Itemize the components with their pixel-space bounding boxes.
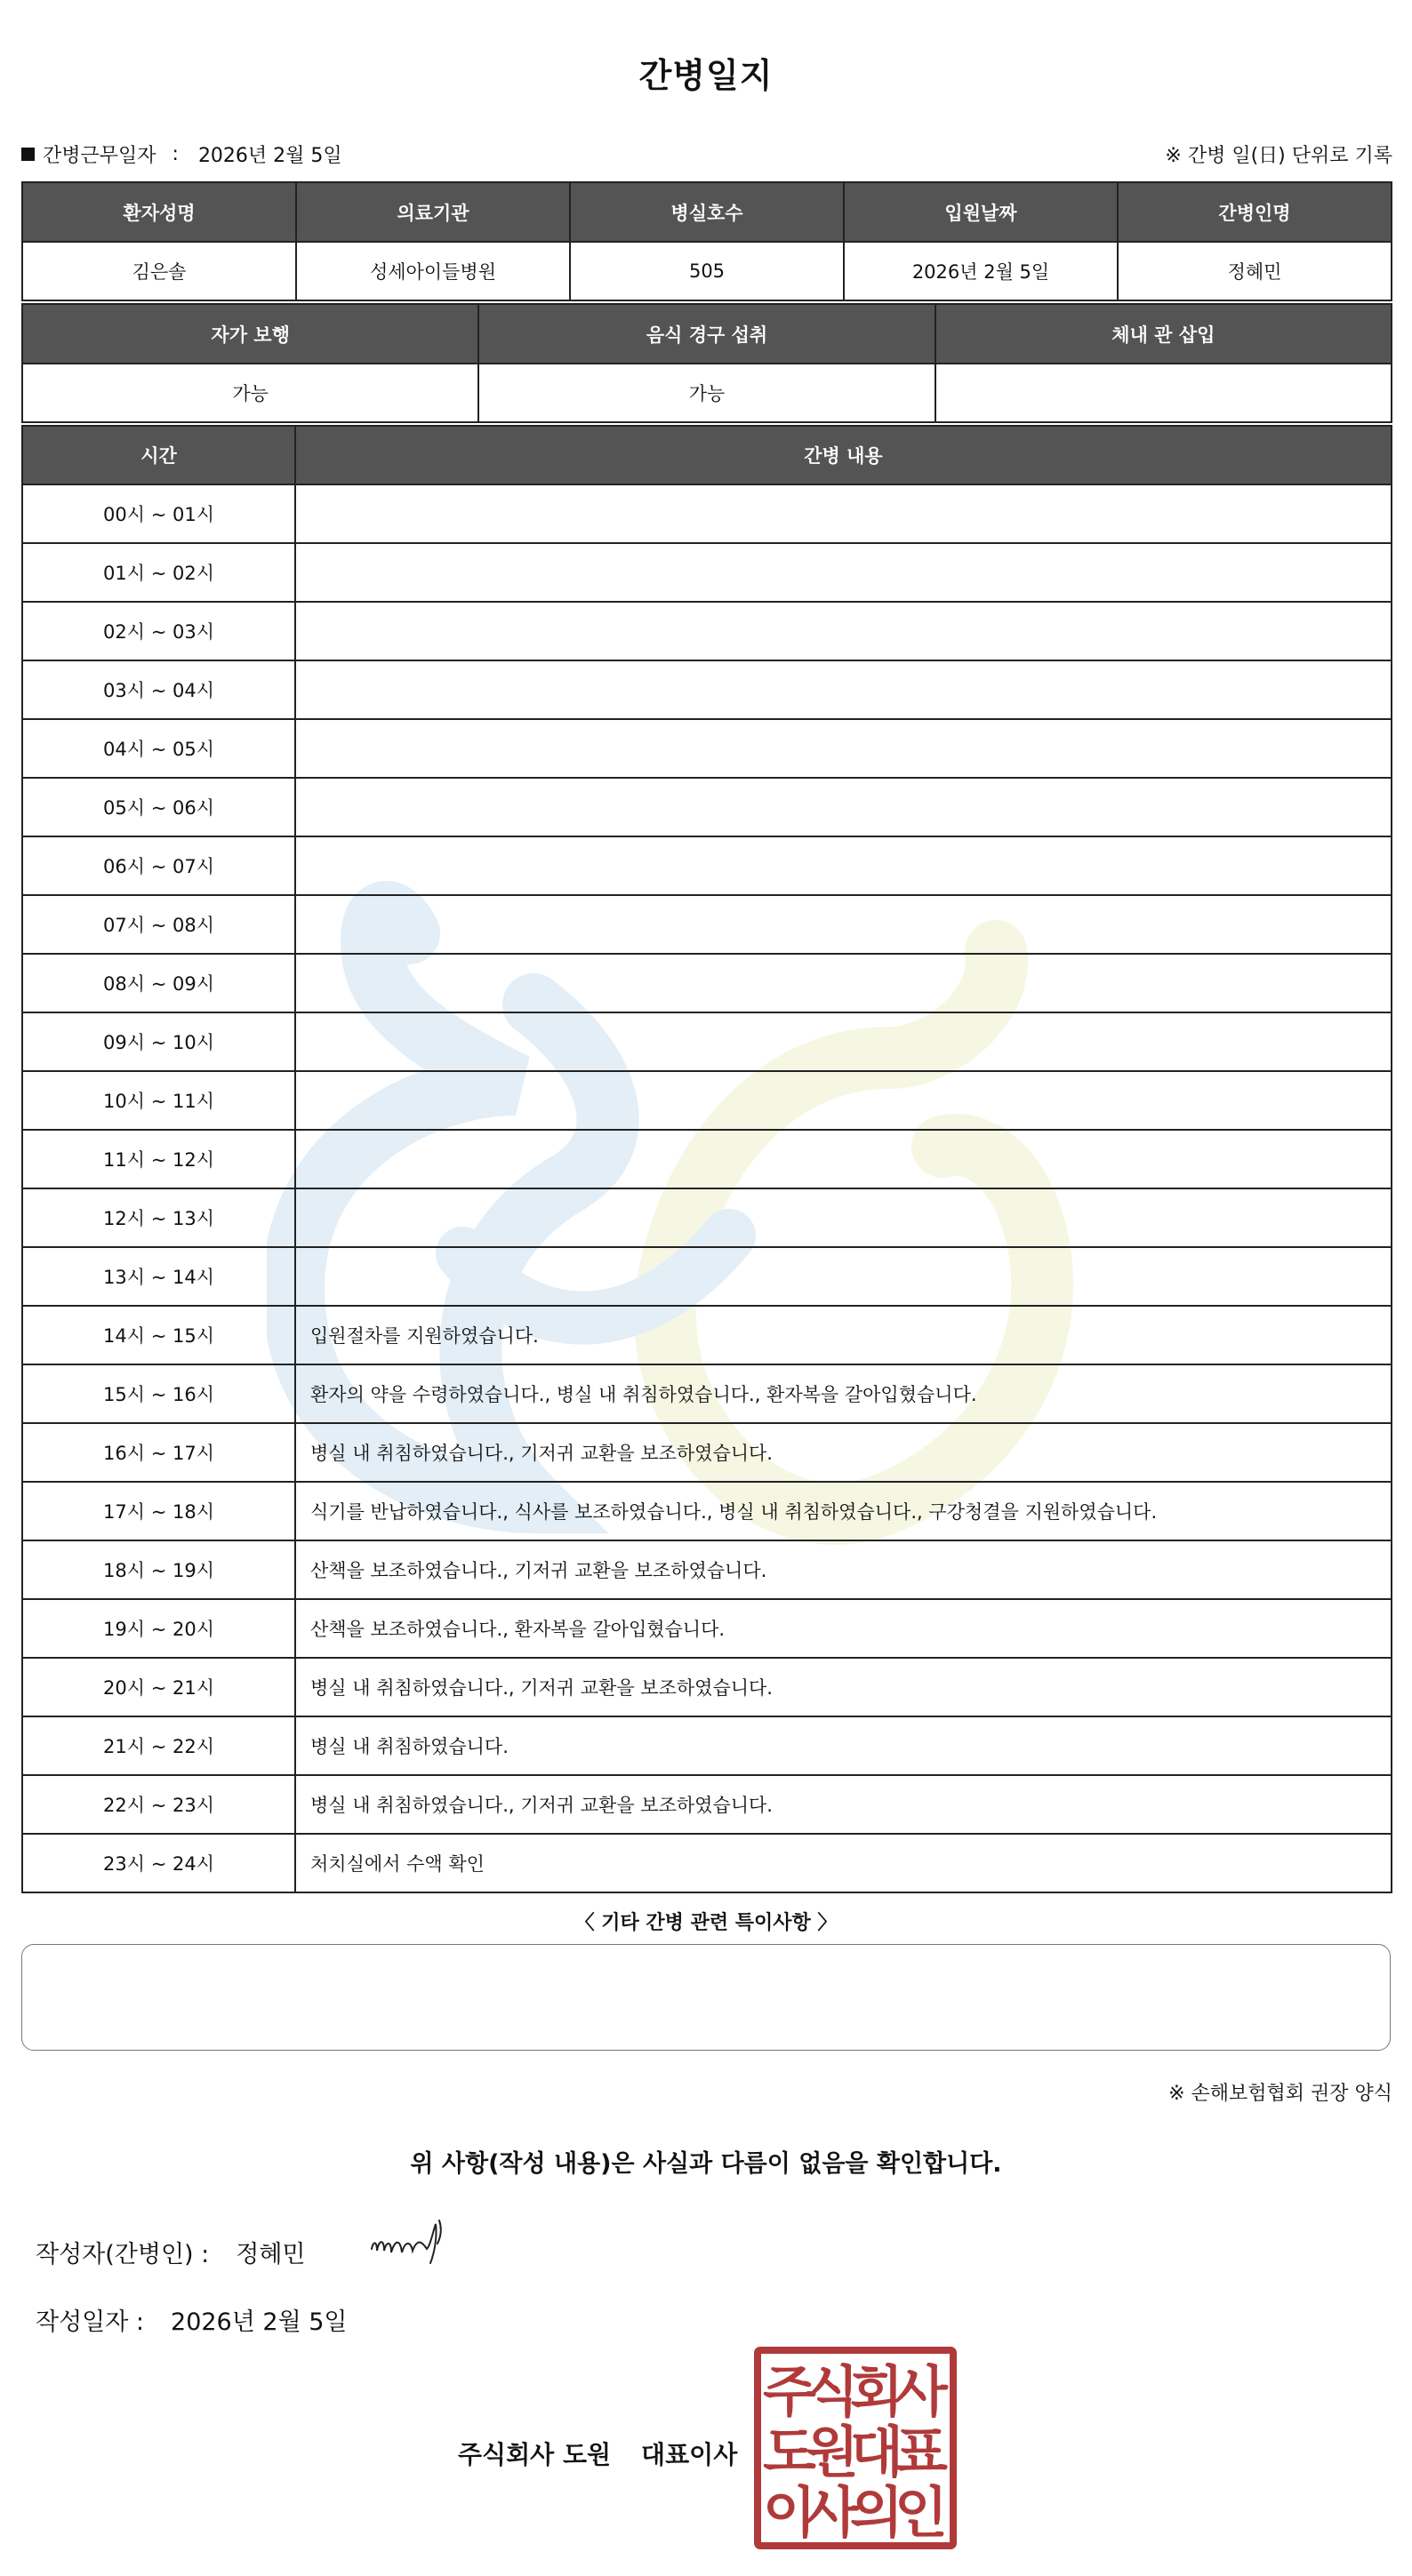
writer-row xyxy=(36,2235,306,2269)
form-source-note: ※ 손해보험협회 권장 양식 xyxy=(1168,2083,1392,2105)
care-time-cell: 11시 ~ 12시 xyxy=(22,1130,295,1188)
svg-text:주: 주 xyxy=(763,2362,816,2423)
care-content-cell xyxy=(295,660,1392,719)
care-content-cell xyxy=(295,954,1392,1012)
confirmation-statement: 위 사항(작성 내용)은 사실과 다름이 없음을 확인합니다. xyxy=(410,2150,1002,2178)
caregiver-name: 정혜민 xyxy=(1118,242,1392,300)
care-content-cell xyxy=(295,836,1392,895)
admission-date: 2026년 2월 5일 xyxy=(844,242,1118,300)
patient-name: 김은솔 xyxy=(22,242,296,300)
care-time-cell: 23시 ~ 24시 xyxy=(22,1834,295,1892)
care-content-cell: 병실 내 취침하였습니다., 기저귀 교환을 보조하였습니다. xyxy=(295,1423,1392,1482)
writer-name: 정혜민 xyxy=(236,2241,306,2268)
care-content-cell: 병실 내 취침하였습니다. xyxy=(295,1716,1392,1775)
care-time-cell: 20시 ~ 21시 xyxy=(22,1658,295,1716)
svg-text:원: 원 xyxy=(806,2422,859,2484)
svg-text:식: 식 xyxy=(806,2362,859,2423)
tube-insertion-value xyxy=(935,364,1392,422)
square-bullet-icon xyxy=(21,148,35,161)
write-date-label: 작성일자 : xyxy=(36,2308,145,2336)
care-content-cell xyxy=(295,778,1392,836)
room-number: 505 xyxy=(570,242,844,300)
care-time-cell: 08시 ~ 09시 xyxy=(22,954,295,1012)
patient-info-table xyxy=(21,181,1392,301)
care-content-cell: 입원절차를 지원하였습니다. xyxy=(295,1306,1392,1364)
header-patient-name: 환자성명 xyxy=(22,182,296,242)
header-caregiver-name: 간병인명 xyxy=(1118,182,1392,242)
patient-info-value-row xyxy=(22,242,1392,300)
care-content-cell xyxy=(295,1130,1392,1188)
care-log-row xyxy=(22,1658,1392,1716)
care-content-cell xyxy=(295,1071,1392,1130)
header-oral-intake: 음식 경구 섭취 xyxy=(478,304,935,364)
writer-label: 작성자(간병인) : xyxy=(36,2241,210,2268)
signature-image xyxy=(365,2213,480,2284)
care-log-row xyxy=(22,1423,1392,1482)
care-log-row xyxy=(22,484,1392,543)
care-time-cell: 21시 ~ 22시 xyxy=(22,1716,295,1775)
care-log-row xyxy=(22,1364,1392,1423)
svg-text:이: 이 xyxy=(763,2483,816,2544)
care-time-cell: 00시 ~ 01시 xyxy=(22,484,295,543)
care-time-cell: 18시 ~ 19시 xyxy=(22,1540,295,1599)
write-date-row xyxy=(36,2302,348,2337)
header-admission-date: 입원날짜 xyxy=(844,182,1118,242)
svg-text:도: 도 xyxy=(763,2422,816,2484)
care-content-cell: 산책을 보조하였습니다., 환자복을 갈아입혔습니다. xyxy=(295,1599,1392,1658)
care-content-cell xyxy=(295,602,1392,660)
company-name: 주식회사 도원 xyxy=(458,2440,612,2469)
care-content-cell xyxy=(295,1188,1392,1247)
care-log-row xyxy=(22,543,1392,602)
care-content-cell xyxy=(295,895,1392,954)
care-log-row xyxy=(22,1247,1392,1306)
care-log-row xyxy=(22,836,1392,895)
care-content-cell xyxy=(295,1247,1392,1306)
care-log-row xyxy=(22,1188,1392,1247)
svg-text:의: 의 xyxy=(850,2483,903,2544)
care-log-row xyxy=(22,660,1392,719)
header-time: 시간 xyxy=(22,426,295,484)
care-log-table xyxy=(21,425,1392,1893)
work-date-value: 2026년 2월 5일 xyxy=(197,145,342,167)
care-log-row xyxy=(22,1306,1392,1364)
svg-text:대: 대 xyxy=(850,2422,903,2484)
work-date-colon: : xyxy=(172,143,179,165)
care-log-row xyxy=(22,1599,1392,1658)
care-time-cell: 05시 ~ 06시 xyxy=(22,778,295,836)
special-notes-box xyxy=(21,1944,1391,2051)
hospital-name: 성세아이들병원 xyxy=(296,242,570,300)
care-time-cell: 12시 ~ 13시 xyxy=(22,1188,295,1247)
care-content-cell xyxy=(295,719,1392,778)
care-log-row xyxy=(22,954,1392,1012)
status-header-row xyxy=(22,304,1392,364)
header-self-walking: 자가 보행 xyxy=(22,304,478,364)
care-time-cell: 07시 ~ 08시 xyxy=(22,895,295,954)
care-log-row xyxy=(22,1834,1392,1892)
care-time-cell: 14시 ~ 15시 xyxy=(22,1306,295,1364)
care-time-cell: 22시 ~ 23시 xyxy=(22,1775,295,1834)
care-log-row xyxy=(22,602,1392,660)
header-tube-insertion: 체내 관 삽입 xyxy=(935,304,1392,364)
care-content-cell: 병실 내 취침하였습니다., 기저귀 교환을 보조하였습니다. xyxy=(295,1775,1392,1834)
company-seal xyxy=(754,2347,957,2549)
care-time-cell: 10시 ~ 11시 xyxy=(22,1071,295,1130)
self-walking-value: 가능 xyxy=(22,364,478,422)
work-date-row xyxy=(21,140,342,168)
patient-status-table xyxy=(21,303,1392,423)
care-time-cell: 03시 ~ 04시 xyxy=(22,660,295,719)
write-date-value: 2026년 2월 5일 xyxy=(171,2308,348,2336)
care-time-cell: 09시 ~ 10시 xyxy=(22,1012,295,1071)
ceo-label: 대표이사 xyxy=(641,2440,738,2469)
oral-intake-value: 가능 xyxy=(478,364,935,422)
header-care-content: 간병 내용 xyxy=(295,426,1392,484)
care-log-row xyxy=(22,1540,1392,1599)
care-log-row xyxy=(22,895,1392,954)
svg-text:사: 사 xyxy=(895,2362,948,2423)
care-log-row xyxy=(22,1130,1392,1188)
page-title: 간병일지 xyxy=(638,56,774,95)
care-time-cell: 01시 ~ 02시 xyxy=(22,543,295,602)
care-log-row xyxy=(22,719,1392,778)
care-content-cell: 병실 내 취침하였습니다., 기저귀 교환을 보조하였습니다. xyxy=(295,1658,1392,1716)
care-content-cell: 환자의 약을 수령하였습니다., 병실 내 취침하였습니다., 환자복을 갈아입혔습니다. xyxy=(295,1364,1392,1423)
svg-text:회: 회 xyxy=(850,2362,903,2423)
care-time-cell: 04시 ~ 05시 xyxy=(22,719,295,778)
care-content-cell: 산책을 보조하였습니다., 기저귀 교환을 보조하였습니다. xyxy=(295,1540,1392,1599)
care-time-cell: 17시 ~ 18시 xyxy=(22,1482,295,1540)
care-log-row xyxy=(22,1071,1392,1130)
care-time-cell: 15시 ~ 16시 xyxy=(22,1364,295,1423)
svg-text:사: 사 xyxy=(806,2483,859,2544)
care-log-row xyxy=(22,1012,1392,1071)
care-log-row xyxy=(22,1775,1392,1834)
svg-text:인: 인 xyxy=(895,2483,948,2544)
care-content-cell xyxy=(295,1012,1392,1071)
care-content-cell xyxy=(295,484,1392,543)
care-time-cell: 13시 ~ 14시 xyxy=(22,1247,295,1306)
care-content-cell xyxy=(295,543,1392,602)
care-time-cell: 19시 ~ 20시 xyxy=(22,1599,295,1658)
status-value-row xyxy=(22,364,1392,422)
patient-info-header-row xyxy=(22,182,1392,242)
care-time-cell: 06시 ~ 07시 xyxy=(22,836,295,895)
care-log-header-row xyxy=(22,426,1392,484)
care-time-cell: 02시 ~ 03시 xyxy=(22,602,295,660)
care-log-row xyxy=(22,1716,1392,1775)
work-date-label: 간병근무일자 xyxy=(43,145,156,167)
special-notes-title: 〈 기타 간병 관련 특이사항 〉 xyxy=(574,1912,838,1934)
care-content-cell: 식기를 반납하였습니다., 식사를 보조하였습니다., 병실 내 취침하였습니다., 구강청결을 지원하였습니다. xyxy=(295,1482,1392,1540)
care-log-row xyxy=(22,1482,1392,1540)
header-hospital: 의료기관 xyxy=(296,182,570,242)
svg-text:표: 표 xyxy=(895,2422,948,2484)
company-row xyxy=(458,2436,737,2471)
care-content-cell: 처치실에서 수액 확인 xyxy=(295,1834,1392,1892)
care-log-row xyxy=(22,778,1392,836)
care-time-cell: 16시 ~ 17시 xyxy=(22,1423,295,1482)
header-room-number: 병실호수 xyxy=(570,182,844,242)
record-unit-note: ※ 간병 일(日) 단위로 기록 xyxy=(1165,145,1392,167)
